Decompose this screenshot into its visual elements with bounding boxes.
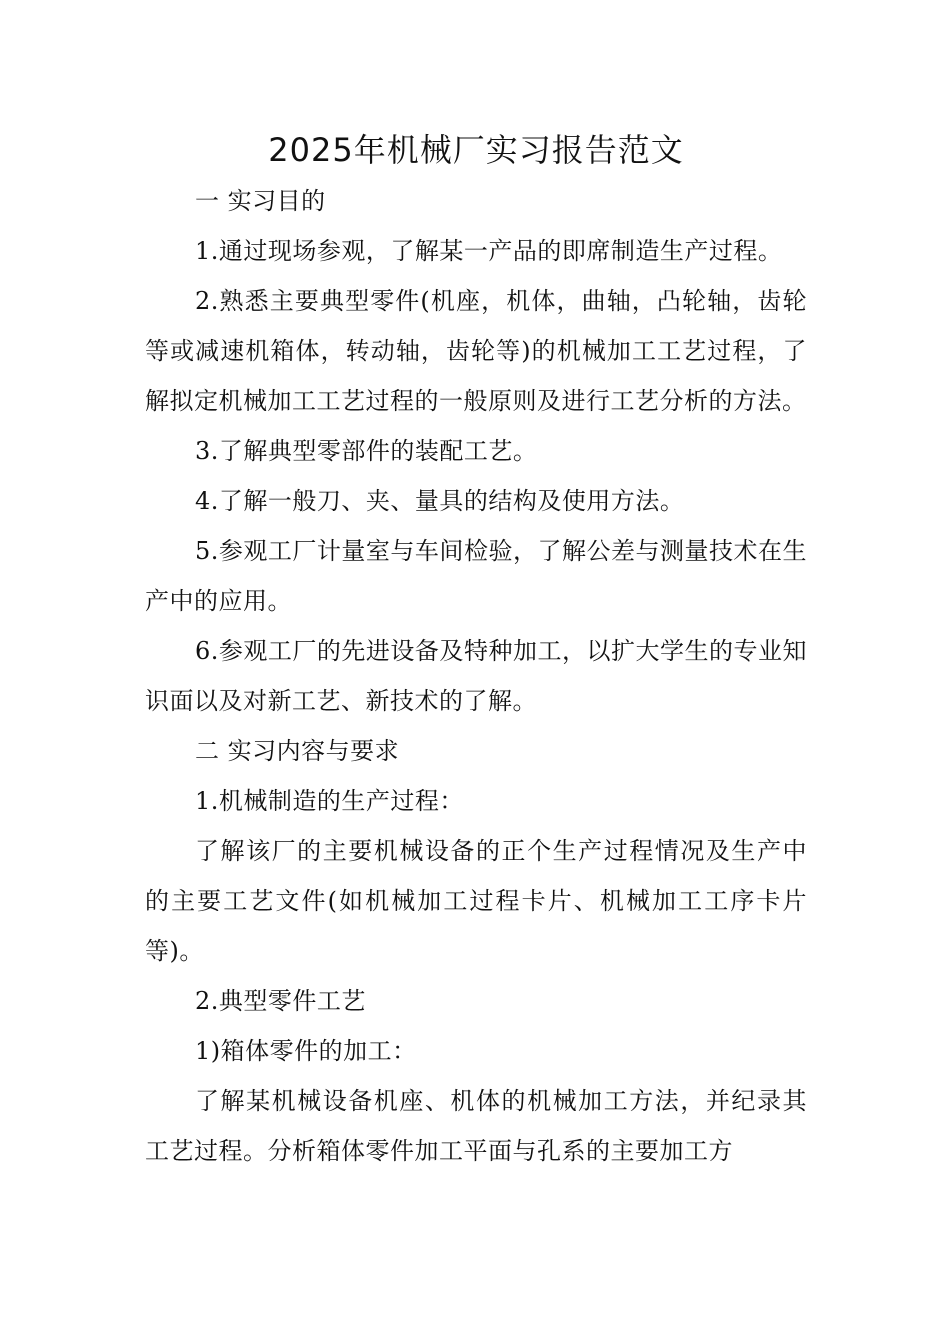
paragraph: 了解该厂的主要机械设备的正个生产过程情况及生产中的主要工艺文件(如机械加工过程卡片、机械加工工序卡片等)。 [145, 837, 807, 965]
paragraph: 6.参观工厂的先进设备及特种加工，以扩大学生的专业知识面以及对新工艺、新技术的了解。 [145, 637, 807, 715]
document-body [145, 176, 807, 1176]
paragraph: 3.了解典型零部件的装配工艺。 [195, 437, 538, 465]
document-title: 2025年机械厂实习报告范文 [268, 131, 684, 169]
paragraph: 了解某机械设备机座、机体的机械加工方法，并纪录其工艺过程。分析箱体零件加工平面与孔系的主要加工方 [145, 1087, 807, 1165]
paragraph: 5.参观工厂计量室与车间检验，了解公差与测量技术在生产中的应用。 [145, 537, 807, 615]
paragraph: 1.机械制造的生产过程： [195, 787, 464, 815]
paragraph: 2.熟悉主要典型零件(机座，机体，曲轴，凸轮轴，齿轮等或减速机箱体，转动轴，齿轮等)的机械加工工艺过程，了解拟定机械加工工艺过程的一般原则及进行工艺分析的方法。 [145, 287, 807, 415]
section-heading-purpose: 一 实习目的 [195, 187, 326, 215]
paragraph: 2.典型零件工艺 [195, 987, 366, 1015]
paragraph: 4.了解一般刀、夹、量具的结构及使用方法。 [195, 487, 685, 515]
paragraph: 1)箱体零件的加工： [195, 1037, 417, 1065]
section-heading-content: 二 实习内容与要求 [195, 737, 400, 765]
paragraph: 1.通过现场参观，了解某一产品的即席制造生产过程。 [195, 237, 783, 265]
